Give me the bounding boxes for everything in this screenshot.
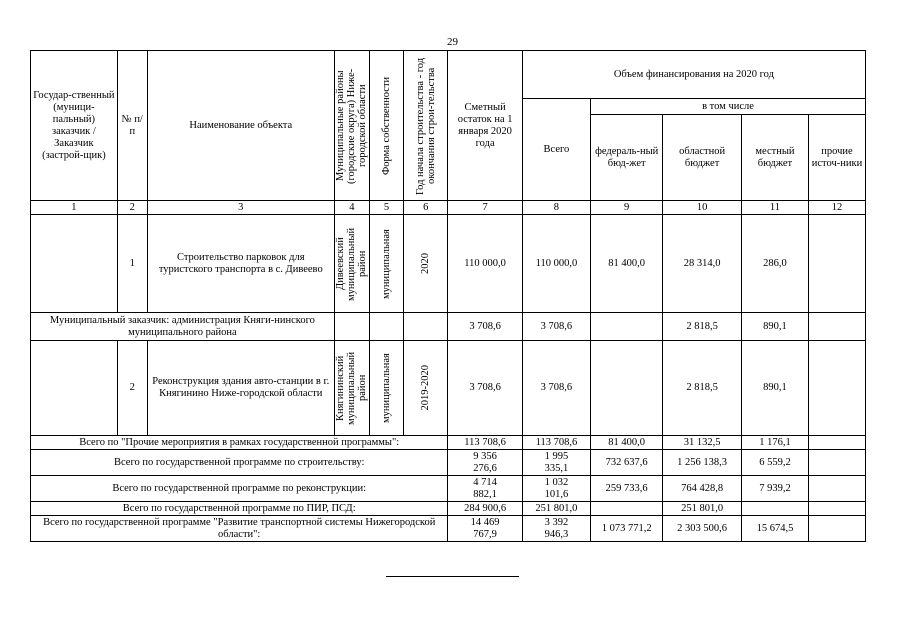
total-row-estimate: 113 708,6 bbox=[448, 436, 522, 450]
row2-federal bbox=[591, 341, 663, 436]
customer-row-estimate: 3 708,6 bbox=[448, 313, 522, 341]
total-row-estimate bbox=[448, 516, 522, 542]
row1-other bbox=[809, 215, 866, 313]
total-row-federal: 259 733,6 bbox=[591, 476, 663, 502]
header-object-name: Наименование объекта bbox=[147, 51, 334, 201]
total-row bbox=[31, 450, 866, 476]
row2-ownership: муниципальная bbox=[369, 341, 403, 436]
end-of-table-divider bbox=[386, 576, 519, 577]
header-num: № п/п bbox=[117, 51, 147, 201]
total-row-regional: 764 428,8 bbox=[663, 476, 742, 502]
total-row-total bbox=[522, 516, 590, 542]
page-number: 29 bbox=[447, 36, 458, 48]
header-estimate: Сметный остаток на 1 января 2020 года bbox=[448, 51, 522, 201]
estimate-part: 767,9 bbox=[473, 528, 497, 540]
total-part: 1 032 bbox=[544, 476, 569, 488]
total-row-total bbox=[522, 476, 590, 502]
col-number: 11 bbox=[741, 201, 808, 215]
header-customer: Государ-ственный (муници-пальный) заказчик / Заказчик (застрой-щик) bbox=[31, 51, 118, 201]
total-row-label: Всего по государственной программе по реконструкции: bbox=[31, 476, 448, 502]
row1-federal: 81 400,0 bbox=[591, 215, 663, 313]
row1-customer bbox=[31, 215, 118, 313]
customer-row-ownership bbox=[369, 313, 403, 341]
total-row-federal bbox=[591, 502, 663, 516]
header-federal: федераль-ный бюд-жет bbox=[591, 115, 663, 201]
total-row-federal: 732 637,6 bbox=[591, 450, 663, 476]
total-part: 335,1 bbox=[544, 462, 569, 474]
row1-num: 1 bbox=[117, 215, 147, 313]
header-total: Всего bbox=[522, 99, 590, 201]
col-number: 7 bbox=[448, 201, 522, 215]
estimate-part: 276,6 bbox=[473, 462, 497, 474]
col-number: 2 bbox=[117, 201, 147, 215]
row1-object-name: Строительство парковок для туристского транспорта в с. Дивеево bbox=[147, 215, 334, 313]
total-row-regional: 251 801,0 bbox=[663, 502, 742, 516]
row2-object-name: Реконструкция здания авто-станции в г. Княгинино Ниже-городской области bbox=[147, 341, 334, 436]
total-row-total: 113 708,6 bbox=[522, 436, 590, 450]
col-number: 12 bbox=[809, 201, 866, 215]
total-row-estimate bbox=[448, 450, 522, 476]
row2-years: 2019-2020 bbox=[404, 341, 448, 436]
estimate-part: 882,1 bbox=[473, 488, 497, 500]
col-number: 5 bbox=[369, 201, 403, 215]
col-number: 1 bbox=[31, 201, 118, 215]
total-part: 946,3 bbox=[544, 528, 569, 540]
customer-row-label: Муниципальный заказчик: администрация Княги-нинского муниципального района bbox=[31, 313, 335, 341]
estimate-part: 9 356 bbox=[473, 450, 497, 462]
row2-total: 3 708,6 bbox=[522, 341, 590, 436]
header-years: Год начала строительства - год окончания строи-тельства bbox=[404, 51, 448, 201]
total-row-total bbox=[522, 450, 590, 476]
row1-local: 286,0 bbox=[741, 215, 808, 313]
total-row-estimate: 284 900,6 bbox=[448, 502, 522, 516]
total-row-local: 6 559,2 bbox=[741, 450, 808, 476]
total-row-total: 251 801,0 bbox=[522, 502, 590, 516]
header-financing: Объем финансирования на 2020 год bbox=[522, 51, 865, 99]
row1-estimate: 110 000,0 bbox=[448, 215, 522, 313]
total-row-other bbox=[809, 476, 866, 502]
total-row-regional: 31 132,5 bbox=[663, 436, 742, 450]
row1-district: Дивеевский муниципальный район bbox=[334, 215, 369, 313]
total-row-local: 7 939,2 bbox=[741, 476, 808, 502]
row2-district: Княгининский муниципальный район bbox=[334, 341, 369, 436]
total-row bbox=[31, 436, 866, 450]
financing-table bbox=[30, 50, 866, 542]
total-row-other bbox=[809, 516, 866, 542]
col-number: 6 bbox=[404, 201, 448, 215]
total-row-regional: 1 256 138,3 bbox=[663, 450, 742, 476]
row2-regional: 2 818,5 bbox=[663, 341, 742, 436]
header-local: местный бюджет bbox=[741, 115, 808, 201]
header-including: в том числе bbox=[591, 99, 866, 115]
customer-row-total: 3 708,6 bbox=[522, 313, 590, 341]
total-row-estimate bbox=[448, 476, 522, 502]
row1-ownership: муниципальная bbox=[369, 215, 403, 313]
customer-row-other bbox=[809, 313, 866, 341]
row2-other bbox=[809, 341, 866, 436]
header-other: прочие источ-ники bbox=[809, 115, 866, 201]
col-number: 3 bbox=[147, 201, 334, 215]
customer-row-regional: 2 818,5 bbox=[663, 313, 742, 341]
header-row-1 bbox=[31, 51, 866, 99]
estimate-part: 4 714 bbox=[473, 476, 497, 488]
table-row bbox=[31, 341, 866, 436]
total-row-regional: 2 303 500,6 bbox=[663, 516, 742, 542]
header-regional: областной бюджет bbox=[663, 115, 742, 201]
total-row-other bbox=[809, 436, 866, 450]
column-numbers-row bbox=[31, 201, 866, 215]
estimate-part: 14 469 bbox=[470, 516, 500, 528]
total-row-label: Всего по государственной программе по ПИР, ПСД: bbox=[31, 502, 448, 516]
customer-row-years bbox=[404, 313, 448, 341]
total-row bbox=[31, 476, 866, 502]
total-row bbox=[31, 516, 866, 542]
row2-local: 890,1 bbox=[741, 341, 808, 436]
total-row-local: 15 674,5 bbox=[741, 516, 808, 542]
table-row bbox=[31, 215, 866, 313]
header-ownership: Форма собственности bbox=[369, 51, 403, 201]
total-row-other bbox=[809, 502, 866, 516]
col-number: 8 bbox=[522, 201, 590, 215]
header-districts: Муниципальные районы (городские округа) Ниже-городской области bbox=[334, 51, 369, 201]
col-number: 4 bbox=[334, 201, 369, 215]
total-row-federal: 1 073 771,2 bbox=[591, 516, 663, 542]
total-part: 3 392 bbox=[544, 516, 569, 528]
row1-total: 110 000,0 bbox=[522, 215, 590, 313]
total-row-local: 1 176,1 bbox=[741, 436, 808, 450]
customer-row bbox=[31, 313, 866, 341]
total-part: 1 995 bbox=[544, 450, 569, 462]
total-row-label: Всего по государственной программе "Развитие транспортной системы Нижегородской области": bbox=[31, 516, 448, 542]
row2-num: 2 bbox=[117, 341, 147, 436]
col-number: 10 bbox=[663, 201, 742, 215]
total-row-federal: 81 400,0 bbox=[591, 436, 663, 450]
total-row-label: Всего по "Прочие мероприятия в рамках государственной программы": bbox=[31, 436, 448, 450]
customer-row-federal bbox=[591, 313, 663, 341]
total-row-label: Всего по государственной программе по строительству: bbox=[31, 450, 448, 476]
customer-row-local: 890,1 bbox=[741, 313, 808, 341]
total-row-local bbox=[741, 502, 808, 516]
row1-regional: 28 314,0 bbox=[663, 215, 742, 313]
total-row-other bbox=[809, 450, 866, 476]
total-row bbox=[31, 502, 866, 516]
row1-years: 2020 bbox=[404, 215, 448, 313]
row2-customer bbox=[31, 341, 118, 436]
total-part: 101,6 bbox=[544, 488, 569, 500]
row2-estimate: 3 708,6 bbox=[448, 341, 522, 436]
col-number: 9 bbox=[591, 201, 663, 215]
customer-row-district bbox=[334, 313, 369, 341]
